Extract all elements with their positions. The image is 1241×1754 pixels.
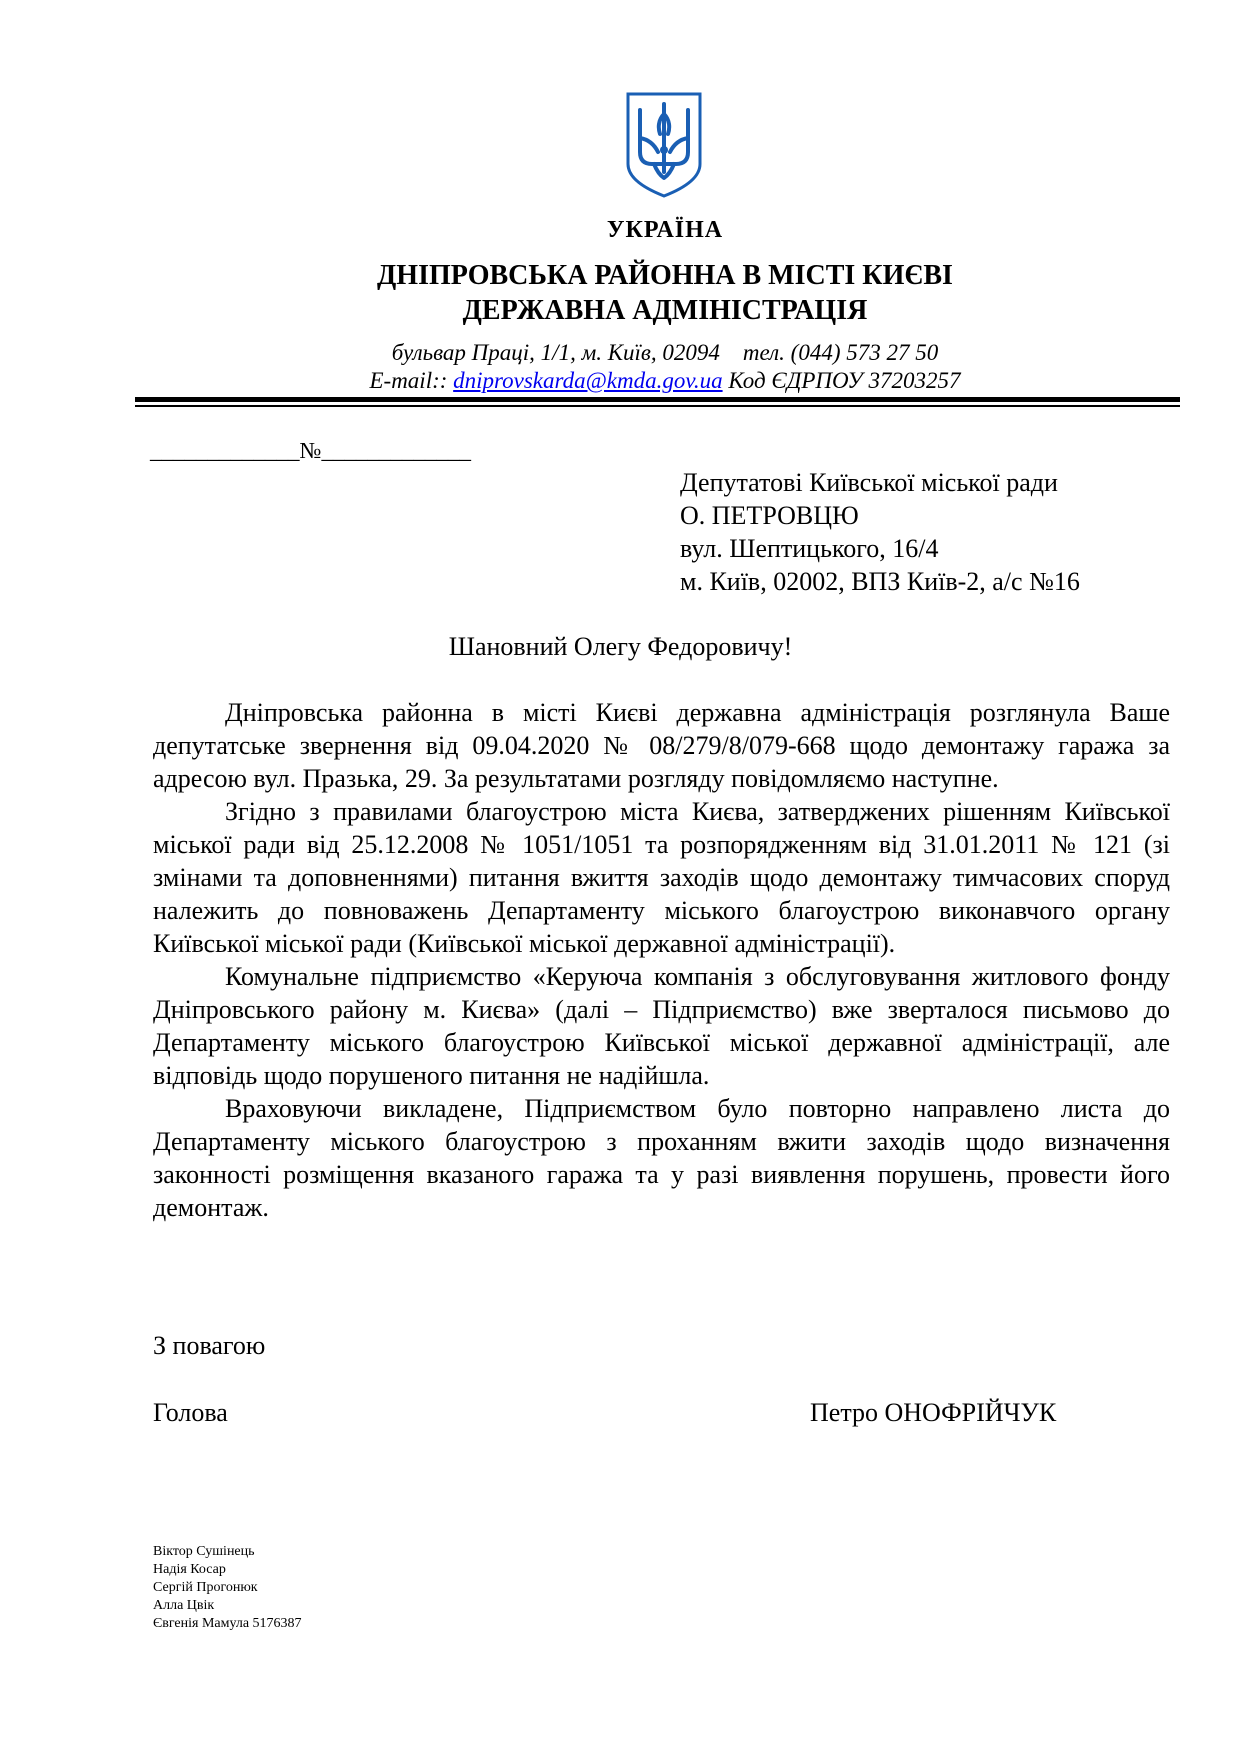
paragraph-2: Згідно з правилами благоустрою міста Києва, затверджених рішенням Київської міської ради від 25.12.2008 № 1051/1051 та розпорядженням від 31.01.2011 № 121 (зі змінами та доповненнями) питання вжиття заходів щодо демонтажу тимчасових споруд належить до повноважень Департаменту міського благоустрою виконавчого органу Київської міської ради (Київської міської державної адміністрації). <box>153 797 1170 958</box>
phone-number: тел. (044) 573 27 50 <box>742 340 939 365</box>
address-line <box>0 340 1241 366</box>
contacts-line <box>0 368 1241 394</box>
letter-body <box>153 696 1170 1224</box>
trident-coat-of-arms-icon <box>624 90 704 200</box>
organization-name-line2: ДЕРЖАВНА АДМІНІСТРАЦІЯ <box>462 295 868 326</box>
registration-number-line: _____________№_____________ <box>150 438 471 463</box>
executor-item: Сергій Прогонюк <box>153 1580 258 1595</box>
greeting: Шановний Олегу Федоровичу! <box>448 632 793 661</box>
recipient-name: О. ПЕТРОВЦЮ <box>680 501 859 530</box>
postal-address: бульвар Праці, 1/1, м. Київ, 02094 <box>391 340 720 365</box>
header-divider-thin <box>135 405 1180 407</box>
recipient-block <box>680 466 1080 598</box>
signer-name: Петро ОНОФРІЙЧУК <box>810 1398 1057 1427</box>
executor-item: Алла Цвік <box>153 1598 215 1613</box>
closing-phrase: З повагою <box>153 1331 266 1360</box>
recipient-title: Депутатові Київської міської ради <box>680 468 1058 497</box>
header-divider-thick <box>135 397 1180 402</box>
recipient-street: вул. Шептицького, 16/4 <box>680 534 939 563</box>
paragraph-3: Комунальне підприємство «Керуюча компанія з обслуговування житлового фонду Дніпровського району м. Києва» (далі – Підприємство) вже зверталося письмово до Департаменту міського благоустрою Київської міської державної адміністрації, але відповідь щодо порушеного питання не надійшла. <box>153 962 1170 1090</box>
country-name: УКРАЇНА <box>606 217 724 243</box>
paragraph-1: Дніпровська районна в місті Києві державна адміністрація розглянула Ваше депутатське звернення від 09.04.2020 № 08/279/8/079-668 щодо демонтажу гаража за адресою вул. Празька, 29. За результатами розгляду повідомляємо наступне. <box>153 698 1170 793</box>
paragraph-4: Враховуючи викладене, Підприємством було повторно направлено листа до Департаменту міського благоустрою з проханням вжити заходів щодо визначення законності розміщення вказаного гаража та у разі виявлення порушень, провести його демонтаж. <box>153 1094 1170 1222</box>
edrpou-code: Код ЄДРПОУ 37203257 <box>728 368 961 393</box>
signer-position: Голова <box>153 1398 228 1427</box>
email-label: E-mail:: <box>369 368 448 393</box>
recipient-city: м. Київ, 02002, ВПЗ Київ-2, а/с №16 <box>680 567 1080 596</box>
executor-item: Надія Косар <box>153 1562 226 1577</box>
executors-list <box>153 1543 302 1633</box>
organization-name-line1: ДНІПРОВСЬКА РАЙОННА В МІСТІ КИЄВІ <box>377 260 953 291</box>
executor-item: Віктор Сушінець <box>153 1544 255 1559</box>
email-link[interactable]: dniprovskarda@kmda.gov.ua <box>453 368 723 393</box>
executor-item: Євгенія Мамула 5176387 <box>153 1616 302 1631</box>
